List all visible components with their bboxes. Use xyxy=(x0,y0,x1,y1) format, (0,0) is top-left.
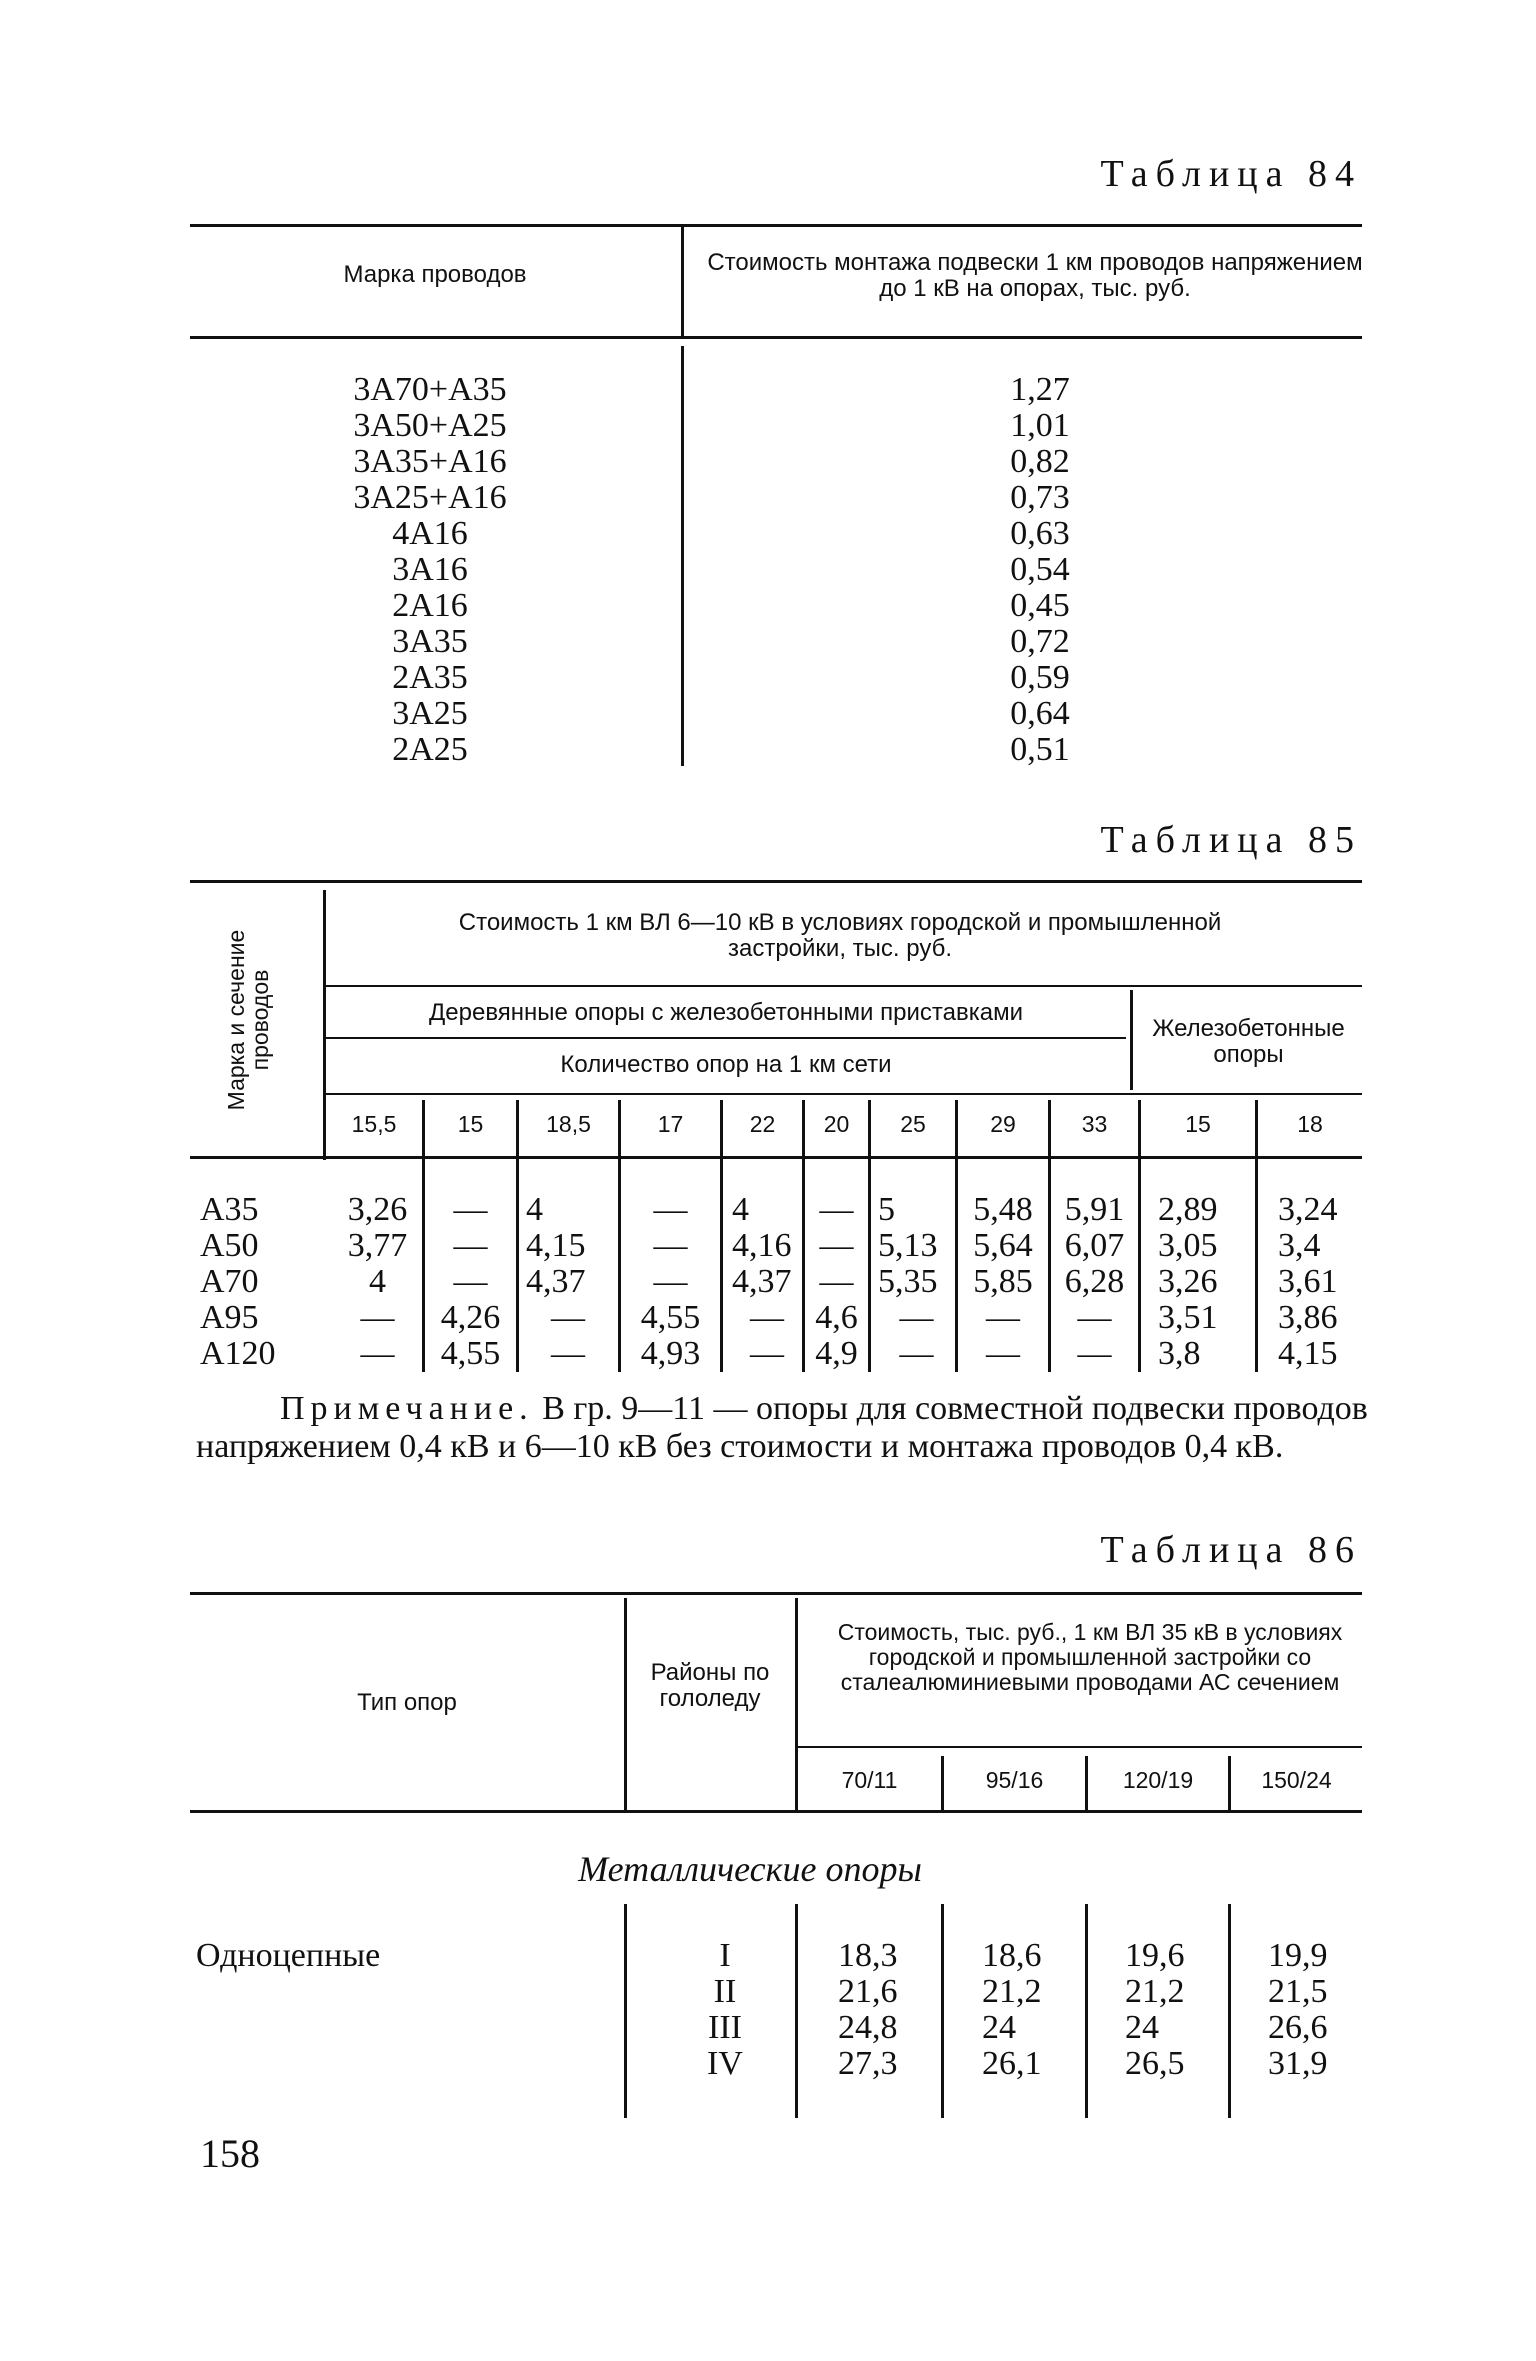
table-85-cell: 3,24 xyxy=(1278,1191,1338,1228)
table-85-value-column xyxy=(333,1192,422,1372)
table-85-cell: 6,28 xyxy=(1064,1263,1125,1300)
table-86-cell: 26,6 xyxy=(1268,2009,1328,2046)
table-85-value-column xyxy=(1051,1192,1138,1372)
table-84-cost: 0,54 xyxy=(1010,551,1070,588)
table-85-col-divider xyxy=(868,1100,871,1372)
table-86-group-title: Металлические опоры xyxy=(578,1849,922,1889)
table-86-body-divider xyxy=(941,1904,944,2118)
table-84-header-rule xyxy=(190,336,1362,339)
table-86-header-cost: Стоимость, тыс. руб., 1 км ВЛ 35 кВ в условиях городской и промышленной застройки со сталеалюминиевыми проводами АС сечением xyxy=(837,1619,1343,1695)
table-85-value-column xyxy=(878,1192,955,1372)
table-85-cell: 6,07 xyxy=(1064,1227,1125,1264)
table-85-cell: — xyxy=(453,1191,488,1228)
table-85-col-header: 18 xyxy=(1297,1111,1323,1137)
table-85-cell: — xyxy=(750,1299,784,1336)
table-85-value-column xyxy=(1278,1192,1362,1372)
table-85-col-header: 15,5 xyxy=(351,1111,397,1137)
table-84-brand: 3А70+А35 xyxy=(353,371,507,408)
table-84-brand: 4А16 xyxy=(392,515,468,552)
table-85-col-header: 15 xyxy=(1185,1111,1211,1137)
table-86-region: I xyxy=(719,1937,731,1974)
table-85-cell: — xyxy=(899,1299,934,1336)
table-85-count-header: Количество опор на 1 км сети xyxy=(560,1051,892,1078)
page-number: 158 xyxy=(200,2131,260,2176)
table-86-value-column xyxy=(838,1938,938,2082)
table-85-cell: 3,51 xyxy=(1158,1299,1218,1336)
table-85-col-header: 29 xyxy=(990,1111,1016,1137)
table-85-cell: — xyxy=(819,1227,854,1264)
table-85-cell: — xyxy=(986,1299,1020,1336)
table-85-col-header: 22 xyxy=(749,1111,776,1137)
table-84-cost: 1,01 xyxy=(1010,407,1070,444)
table-85-col-header: 20 xyxy=(823,1111,850,1137)
table-86-header-rule xyxy=(190,1810,1362,1813)
table-84-cost: 0,59 xyxy=(1010,659,1070,696)
table-85-cell: — xyxy=(819,1191,854,1228)
table-84-cost: 0,63 xyxy=(1010,515,1070,552)
table-86-value-column xyxy=(1125,1938,1225,2082)
table-86-cell: 18,6 xyxy=(982,1937,1042,1974)
table-85-cell: 4,55 xyxy=(440,1335,501,1372)
table-85-cell: — xyxy=(453,1227,488,1264)
table-84-brand: 3А50+А25 xyxy=(353,407,507,444)
table-84-header-cost: Стоимость монтажа подвески 1 км проводов напряжением до 1 кВ на опорах, тыс. руб. xyxy=(707,249,1363,302)
table-85-cell: 4 xyxy=(369,1263,386,1300)
table-86-cost-rule xyxy=(798,1746,1362,1748)
table-86-header-type: Тип опор xyxy=(357,1689,457,1716)
table-85-cell: 4,55 xyxy=(640,1299,701,1336)
table-85-cell: 4,37 xyxy=(526,1263,586,1300)
table-85-value-column xyxy=(732,1192,802,1372)
table-85-cell: 4,9 xyxy=(815,1335,858,1372)
table-85-note xyxy=(196,1390,1376,1466)
table-85-cell: — xyxy=(750,1335,784,1372)
table-86-cell: 21,2 xyxy=(1125,1973,1185,2010)
table-85-value-column xyxy=(958,1192,1048,1372)
table-84-brand: 2А35 xyxy=(392,659,468,696)
table-85-row-label: А70 xyxy=(200,1263,259,1300)
table-86-title: Таблица 86 xyxy=(1100,1529,1362,1571)
table-84-brand: 3А25 xyxy=(392,695,468,732)
table-85-cell: — xyxy=(819,1263,854,1300)
table-85-cell: 4,15 xyxy=(1278,1335,1338,1372)
table-85-cell: 2,89 xyxy=(1158,1191,1218,1228)
table-85-cell: — xyxy=(453,1263,488,1300)
table-85-cell: — xyxy=(551,1299,585,1336)
table-85-cell: 5,85 xyxy=(973,1263,1033,1300)
table-86-section-header: 95/16 xyxy=(985,1767,1044,1793)
table-85-col-header: 15 xyxy=(457,1111,484,1137)
table-85-cell: 5,91 xyxy=(1064,1191,1125,1228)
table-86-value-column xyxy=(982,1938,1082,2082)
table-85-top-header: Стоимость 1 км ВЛ 6—10 кВ в условиях городской и промышленной застройки, тыс. руб. xyxy=(458,909,1222,962)
table-85-cell: 3,26 xyxy=(347,1191,408,1228)
table-85-cell: 4,6 xyxy=(815,1299,858,1336)
table-85-cell: — xyxy=(1077,1299,1112,1336)
table-84-cost: 0,82 xyxy=(1010,443,1070,480)
table-85-cell: 3,26 xyxy=(1158,1263,1218,1300)
table-85-col-divider xyxy=(1255,1100,1258,1372)
table-85-cell: — xyxy=(653,1227,688,1264)
table-85-cell: 5,35 xyxy=(878,1263,938,1300)
table-86-value-column xyxy=(1268,1938,1362,2082)
table-84-cost: 0,72 xyxy=(1010,623,1070,660)
table-85-top-rule xyxy=(190,880,1362,883)
table-85-top-header-rule xyxy=(326,985,1362,987)
table-84-brand: 3А16 xyxy=(392,551,468,588)
table-86-body-divider xyxy=(1228,1904,1231,2118)
table-86-top-rule xyxy=(190,1592,1362,1595)
table-86-cell: 19,6 xyxy=(1125,1937,1185,1974)
table-85-wood-rule xyxy=(326,1037,1126,1039)
table-86-section-header: 120/19 xyxy=(1122,1767,1194,1793)
table-85-cell: — xyxy=(653,1191,688,1228)
table-85-cell: 5,13 xyxy=(878,1227,938,1264)
table-86-region-column xyxy=(660,1938,790,2082)
table-85-cell: 3,86 xyxy=(1278,1299,1338,1336)
table-85-cell: 3,05 xyxy=(1158,1227,1218,1264)
table-85-cell: 4,93 xyxy=(640,1335,701,1372)
table-85-col-header: 17 xyxy=(657,1111,684,1137)
table-84-cost: 0,73 xyxy=(1010,479,1070,516)
note-lead: Примечание. xyxy=(280,1390,534,1427)
table-86-cell: 24,8 xyxy=(838,2009,898,2046)
table-85-cell: — xyxy=(986,1335,1020,1372)
table-85-cell: 5,48 xyxy=(973,1191,1033,1228)
table-85-cell: 4,26 xyxy=(440,1299,501,1336)
table-86-type-divider xyxy=(624,1598,627,1810)
table-85-cell: — xyxy=(551,1335,585,1372)
table-84-brand: 2А25 xyxy=(392,731,468,768)
table-85-col-divider xyxy=(720,1100,723,1372)
table-85-cell: — xyxy=(899,1335,934,1372)
table-85-cell: 3,4 xyxy=(1278,1227,1321,1264)
table-85-cell: 5,64 xyxy=(973,1227,1033,1264)
table-85-wood-header: Деревянные опоры с железобетонными приставками xyxy=(429,999,1023,1026)
table-85-row-labels xyxy=(200,1192,320,1372)
table-86-body-divider xyxy=(1085,1904,1088,2118)
table-85-value-column xyxy=(621,1192,720,1372)
table-85-row-label: А120 xyxy=(200,1335,276,1372)
table-85-count-rule xyxy=(326,1093,1362,1095)
table-86-header-region: Районы по гололеду xyxy=(650,1659,770,1712)
table-84-header-brand: Марка проводов xyxy=(343,261,527,288)
table-85-col-header: 33 xyxy=(1081,1111,1108,1137)
table-85-cell: — xyxy=(360,1299,395,1336)
table-85-cell: 3,77 xyxy=(347,1227,408,1264)
table-86-body-divider xyxy=(795,1904,798,2118)
table-86-section-header: 150/24 xyxy=(1261,1767,1332,1793)
table-86-cell: 24 xyxy=(1125,2009,1159,2046)
table-86-cell: 27,3 xyxy=(838,2045,898,2082)
table-86-cell: 24 xyxy=(982,2009,1016,2046)
table-85-row-label: А95 xyxy=(200,1299,259,1336)
table-86-cell: 26,5 xyxy=(1125,2045,1185,2082)
table-86-cell: 21,5 xyxy=(1268,1973,1328,2010)
table-86-cell: 21,2 xyxy=(982,1973,1042,2010)
table-86-body-divider xyxy=(624,1904,627,2118)
table-84-brand-column xyxy=(300,372,560,768)
table-84-title: Таблица 84 xyxy=(1100,153,1362,195)
table-85-col-header: 25 xyxy=(900,1111,926,1137)
table-85-header-rule xyxy=(190,1156,1362,1159)
table-85-value-column xyxy=(805,1192,868,1372)
table-85-cell: — xyxy=(360,1335,395,1372)
table-85-cell: 4 xyxy=(732,1191,749,1228)
table-85-value-column xyxy=(1158,1192,1255,1372)
table-86-region: III xyxy=(708,2009,742,2046)
table-86-region: II xyxy=(713,1973,737,2010)
table-85-row-label: А35 xyxy=(200,1191,259,1228)
table-85-cell: 4,37 xyxy=(732,1263,792,1300)
table-84-cost: 1,27 xyxy=(1010,371,1070,408)
table-84-cost: 0,64 xyxy=(1010,695,1070,732)
table-86-cell: 31,9 xyxy=(1268,2045,1328,2082)
table-84-header-divider xyxy=(681,226,684,336)
table-85-row-header: Марка и сечение проводов xyxy=(223,929,273,1111)
table-85-cell: 3,8 xyxy=(1158,1335,1201,1372)
table-86-cell: 19,9 xyxy=(1268,1937,1328,1974)
table-85-cell: — xyxy=(1077,1335,1112,1372)
table-84-brand: 3А35 xyxy=(392,623,468,660)
table-84-cost-column xyxy=(960,372,1120,768)
table-85-row-label: А50 xyxy=(200,1227,259,1264)
table-85-title: Таблица 85 xyxy=(1100,819,1362,861)
note-text: В гр. 9—11 — опоры для совместной подвески проводов напряжением 0,4 кВ и 6—10 кВ без стоимости и монтажа проводов 0,4 кВ. xyxy=(196,1390,1368,1465)
table-84-top-rule xyxy=(190,224,1362,227)
table-86-region: IV xyxy=(707,2045,743,2082)
table-84-cost: 0,45 xyxy=(1010,587,1070,624)
table-85-cell: 4 xyxy=(526,1191,543,1228)
table-86-row-type: Одноцепные xyxy=(196,1937,381,1974)
table-85-cell: 4,15 xyxy=(526,1227,586,1264)
table-84-brand: 3А25+А16 xyxy=(353,479,507,516)
table-85-cell: 5 xyxy=(878,1191,895,1228)
table-85-cell: — xyxy=(653,1263,688,1300)
table-84-brand: 3А35+А16 xyxy=(353,443,507,480)
table-85-concrete-divider xyxy=(1130,990,1133,1090)
table-85-concrete-header: Железобетонные опоры xyxy=(1152,1015,1345,1068)
table-85-cell: 3,61 xyxy=(1278,1263,1338,1300)
table-85-col-header: 18,5 xyxy=(546,1111,591,1137)
table-84-brand: 2А16 xyxy=(392,587,468,624)
table-85-col-divider xyxy=(1138,1100,1141,1372)
table-85-cell: 4,16 xyxy=(732,1227,792,1264)
table-85-value-column xyxy=(526,1192,618,1372)
table-86-section-header: 70/11 xyxy=(841,1767,898,1793)
table-84-body-divider xyxy=(681,346,684,766)
table-86-cell: 18,3 xyxy=(838,1937,898,1974)
table-86-cell: 26,1 xyxy=(982,2045,1042,2082)
table-86-cell: 21,6 xyxy=(838,1973,898,2010)
table-85-value-column xyxy=(425,1192,516,1372)
table-84-cost: 0,51 xyxy=(1010,731,1070,768)
